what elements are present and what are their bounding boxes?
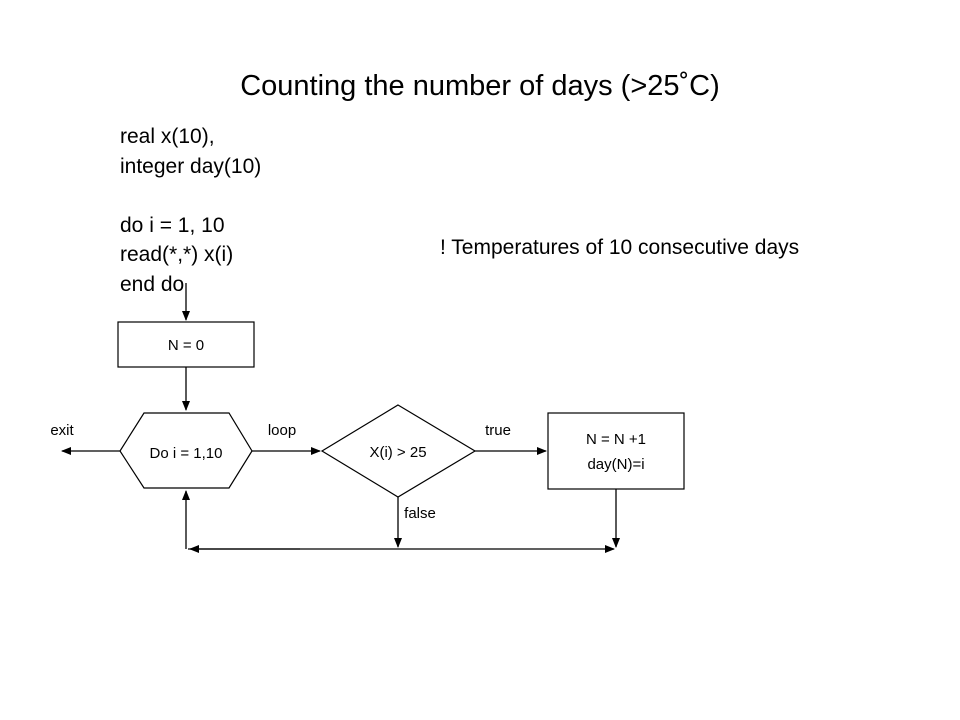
loop-hexagon-label: Do i = 1,10: [149, 445, 223, 462]
code-line: end do: [120, 272, 185, 296]
code-line: integer day(10): [120, 154, 262, 178]
slide-title: Counting the number of days (>25˚C): [240, 70, 720, 102]
false-label: false: [404, 505, 436, 522]
action-line-1: N = N +1: [585, 431, 647, 448]
loop-label: loop: [267, 422, 297, 439]
action-line-2: day(N)=i: [587, 456, 645, 473]
code-line: do i = 1, 10: [120, 213, 225, 237]
init-box-label: N = 0: [167, 337, 205, 354]
action-box: [548, 413, 684, 489]
condition-label: X(i) > 25: [369, 444, 427, 461]
true-label: true: [485, 422, 511, 439]
code-comment: ! Temperatures of 10 consecutive days: [440, 236, 800, 259]
exit-label: exit: [50, 422, 74, 439]
code-line: real x(10),: [120, 125, 215, 148]
code-line: read(*,*) x(i): [120, 243, 234, 266]
